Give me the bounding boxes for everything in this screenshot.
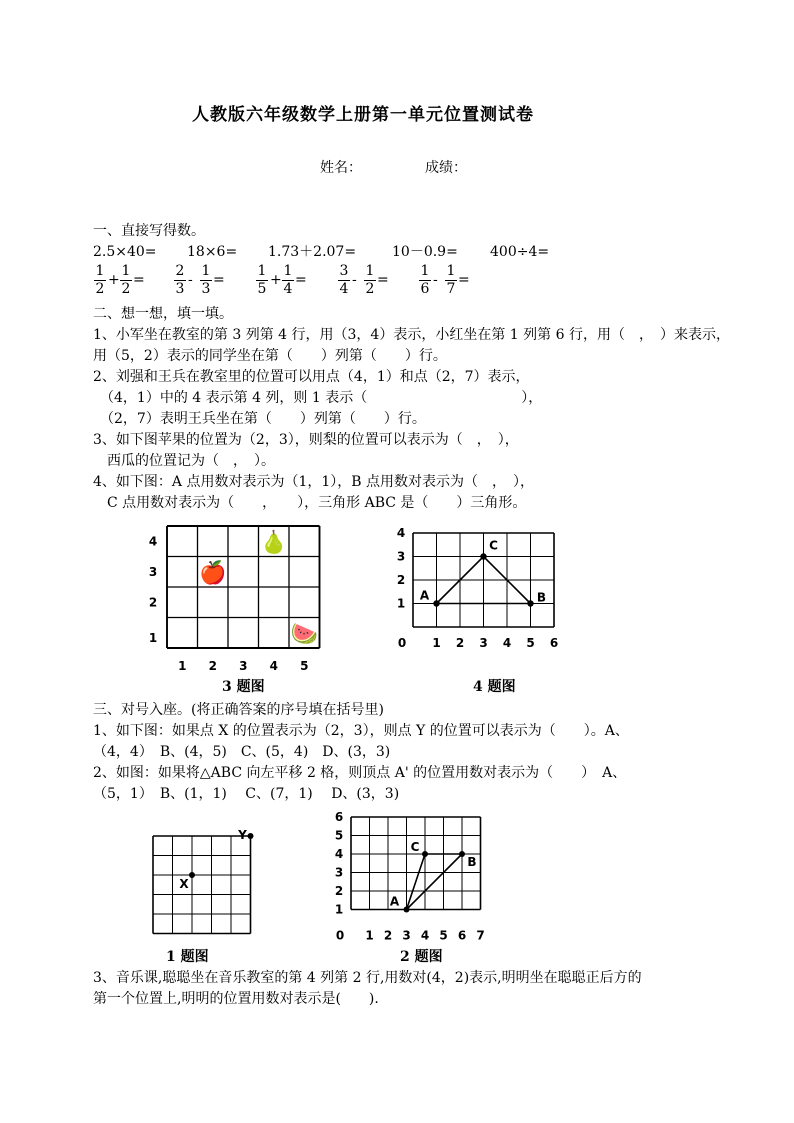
fig3-x-tick: 5 [300, 659, 309, 673]
q3-3-line1: 3、音乐课,聪聪坐在音乐教室的第 4 列第 2 行,用数对(4，2)表示,明明坐在聪聪正后方的 [93, 970, 642, 986]
name-label: 姓名： [320, 160, 362, 176]
fraction-2-operator: - [188, 272, 193, 288]
fig2-x-tick: 6 [457, 928, 467, 942]
fig2-y-tick: 4 [334, 847, 344, 861]
fig4-x-tick: 3 [479, 636, 488, 650]
fig3-y-tick: 2 [148, 595, 158, 610]
fig2-triangle [407, 854, 463, 910]
q2-1-line1: 1、小军坐在教室的第 3 列第 4 行，用（3，4）表示，小红坐在第 1 列第 6 行，用（ ， ）来表示， [93, 327, 730, 343]
fraction-3-b: 1 4 [283, 263, 293, 297]
fig4-x-tick: 5 [526, 636, 535, 650]
fig4-y-tick: 3 [396, 549, 406, 564]
fig3-apple-icon: 🍎 [199, 560, 227, 586]
figure-4 [390, 518, 570, 653]
fig3-x-tick: 3 [239, 659, 248, 673]
fig1-point-Y [248, 833, 254, 839]
fig2-y-tick: 2 [334, 884, 344, 898]
fig2-label-C: C [410, 840, 420, 854]
fraction-1-equals: = [133, 272, 145, 288]
section2-heading: 二、想一想，填一填。 [93, 306, 233, 322]
fig2-x-tick: 3 [402, 928, 411, 942]
q2-2-line1: 2、刘强和王兵在教室里的位置可以用点（4，1）和点（2，7）表示， [93, 369, 530, 385]
fig4-label-B: B [536, 590, 547, 605]
score-label: 成绩： [425, 160, 467, 176]
fig4-label-A: A [419, 588, 430, 603]
q3-2-line1: 2、如图：如果将△ABC 向左平移 2 格，则顶点 A' 的位置用数对表示为（ ） A、 [93, 765, 627, 781]
calc-3: 1.73＋2.07= [268, 244, 357, 260]
fraction-5-a: 1 6 [420, 263, 430, 297]
fig4-point-C [480, 553, 486, 559]
fig4-grid [397, 526, 558, 650]
fig3-caption: 3 题图 [222, 679, 265, 695]
figure-2 [330, 810, 490, 942]
calc-2: 18×6= [187, 244, 238, 260]
fig1-caption: 1 题图 [166, 949, 209, 965]
fraction-4-operator: - [352, 272, 357, 288]
fraction-3-operator: + [270, 272, 282, 288]
fig1-label-Y: Y [238, 828, 247, 842]
figure-1 [145, 828, 265, 940]
fig2-label-A: A [389, 894, 400, 909]
fig2-y-tick: 6 [334, 810, 344, 824]
fraction-2-equals: = [213, 272, 225, 288]
q2-4-line2: C 点用数对表示为（ ， ），三角形 ABC 是（ ）三角形。 [107, 495, 527, 511]
fig4-x-tick: 0 [397, 636, 407, 650]
fig4-point-B [527, 600, 533, 606]
fig2-caption: 2 题图 [400, 949, 443, 965]
fraction-4-b: 1 2 [365, 263, 375, 297]
fig2-x-tick: 2 [383, 928, 393, 942]
q2-2-line2: （4，1）中的 4 表示第 4 列，则 1 表示（ ）， [100, 390, 543, 406]
q3-2-line2: （5，1） B、(1，1) C、(7，1) D、(3，3) [93, 786, 400, 802]
calc-5: 400÷4= [490, 244, 550, 260]
fig4-x-tick: 4 [502, 636, 512, 650]
calc-1: 2.5×40= [93, 244, 157, 260]
fig3-x-tick: 1 [178, 659, 187, 673]
q2-1-line2: 用（5，2）表示的同学坐在第（ ）列第（ ）行。 [93, 348, 447, 364]
fig2-point-C [422, 851, 428, 857]
fig3-watermelon-icon: 🍉 [290, 621, 318, 647]
fraction-3-equals: = [295, 272, 307, 288]
fraction-4-a: 3 4 [339, 263, 349, 297]
q2-3-line1: 3、如下图苹果的位置为（2，3），则梨的位置可以表示为（ ， ）， [93, 432, 519, 448]
q3-3-line2: 第一个位置上,明明的位置用数对表示是( ). [93, 991, 379, 1007]
fig3-grid [149, 526, 320, 673]
fig2-label-B: B [467, 855, 477, 869]
fig4-x-tick: 6 [549, 636, 559, 650]
section3-heading: 三、对号入座。(将正确答案的序号填在括号里) [93, 702, 384, 718]
fig2-y-tick: 5 [334, 828, 344, 843]
page-title: 人教版六年级数学上册第一单元位置测试卷 [192, 105, 534, 125]
fig3-pear-icon: 🍐 [260, 530, 288, 556]
fraction-4-equals: = [377, 272, 389, 288]
q3-1-line1: 1、如下图：如果点 X 的位置表示为（2，3），则点 Y 的位置可以表示为（ ）。A、 [93, 723, 629, 739]
fig2-point-A [404, 907, 410, 913]
q2-4-line1: 4、如下图：A 点用数对表示为（1，1），B 点用数对表示为（ ， ）， [93, 474, 535, 490]
q2-3-line2: 西瓜的位置记为（ ， ）。 [107, 453, 275, 469]
fig2-grid [335, 810, 485, 942]
fig3-y-tick: 4 [148, 534, 158, 549]
calc-4: 10－0.9= [392, 244, 458, 260]
fig2-point-B [459, 851, 465, 857]
fig1-grid [153, 828, 254, 934]
fig2-x-tick: 0 [335, 928, 345, 942]
fig1-label-X: X [179, 877, 189, 891]
fraction-5-equals: = [458, 272, 470, 288]
fig3-y-tick: 1 [148, 630, 158, 645]
fig4-y-tick: 1 [396, 596, 406, 611]
fig1-point-X [189, 872, 195, 878]
fig2-y-tick: 1 [334, 902, 344, 917]
fig3-x-tick: 2 [208, 659, 217, 673]
q2-2-line3: （2，7）表明王兵坐在第（ ）列第（ ）行。 [100, 411, 426, 427]
fig3-y-tick: 3 [148, 564, 158, 579]
fraction-1-b: 1 2 [121, 263, 131, 297]
fraction-1-operator: + [108, 272, 120, 288]
fig4-x-tick: 2 [455, 636, 465, 650]
fig2-x-tick: 5 [439, 928, 448, 942]
fig4-y-tick: 4 [396, 526, 406, 540]
fig4-x-tick: 1 [432, 636, 441, 650]
fraction-3-a: 1 5 [257, 263, 267, 297]
fraction-2-a: 2 3 [175, 263, 185, 297]
fig2-x-tick: 1 [365, 928, 374, 942]
q3-1-line2: （4，4） B、(4，5) C、(5，4) D、(3，3) [93, 744, 391, 760]
fig4-y-tick: 2 [396, 573, 406, 587]
section1-heading: 一、直接写得数。 [93, 223, 205, 239]
fraction-5-b: 1 7 [446, 263, 456, 297]
fig3-x-tick: 4 [269, 659, 278, 673]
fraction-5-operator: - [433, 272, 438, 288]
fig2-y-tick: 3 [334, 865, 344, 880]
fig2-x-tick: 7 [476, 928, 485, 942]
fig2-x-tick: 4 [420, 928, 430, 942]
figure-3 [140, 518, 340, 678]
fig4-point-A [433, 600, 439, 606]
fig4-label-C: C [489, 538, 498, 553]
fraction-2-b: 1 3 [201, 263, 211, 297]
fraction-1-a: 1 2 [95, 263, 105, 297]
fig4-caption: 4 题图 [473, 679, 516, 695]
